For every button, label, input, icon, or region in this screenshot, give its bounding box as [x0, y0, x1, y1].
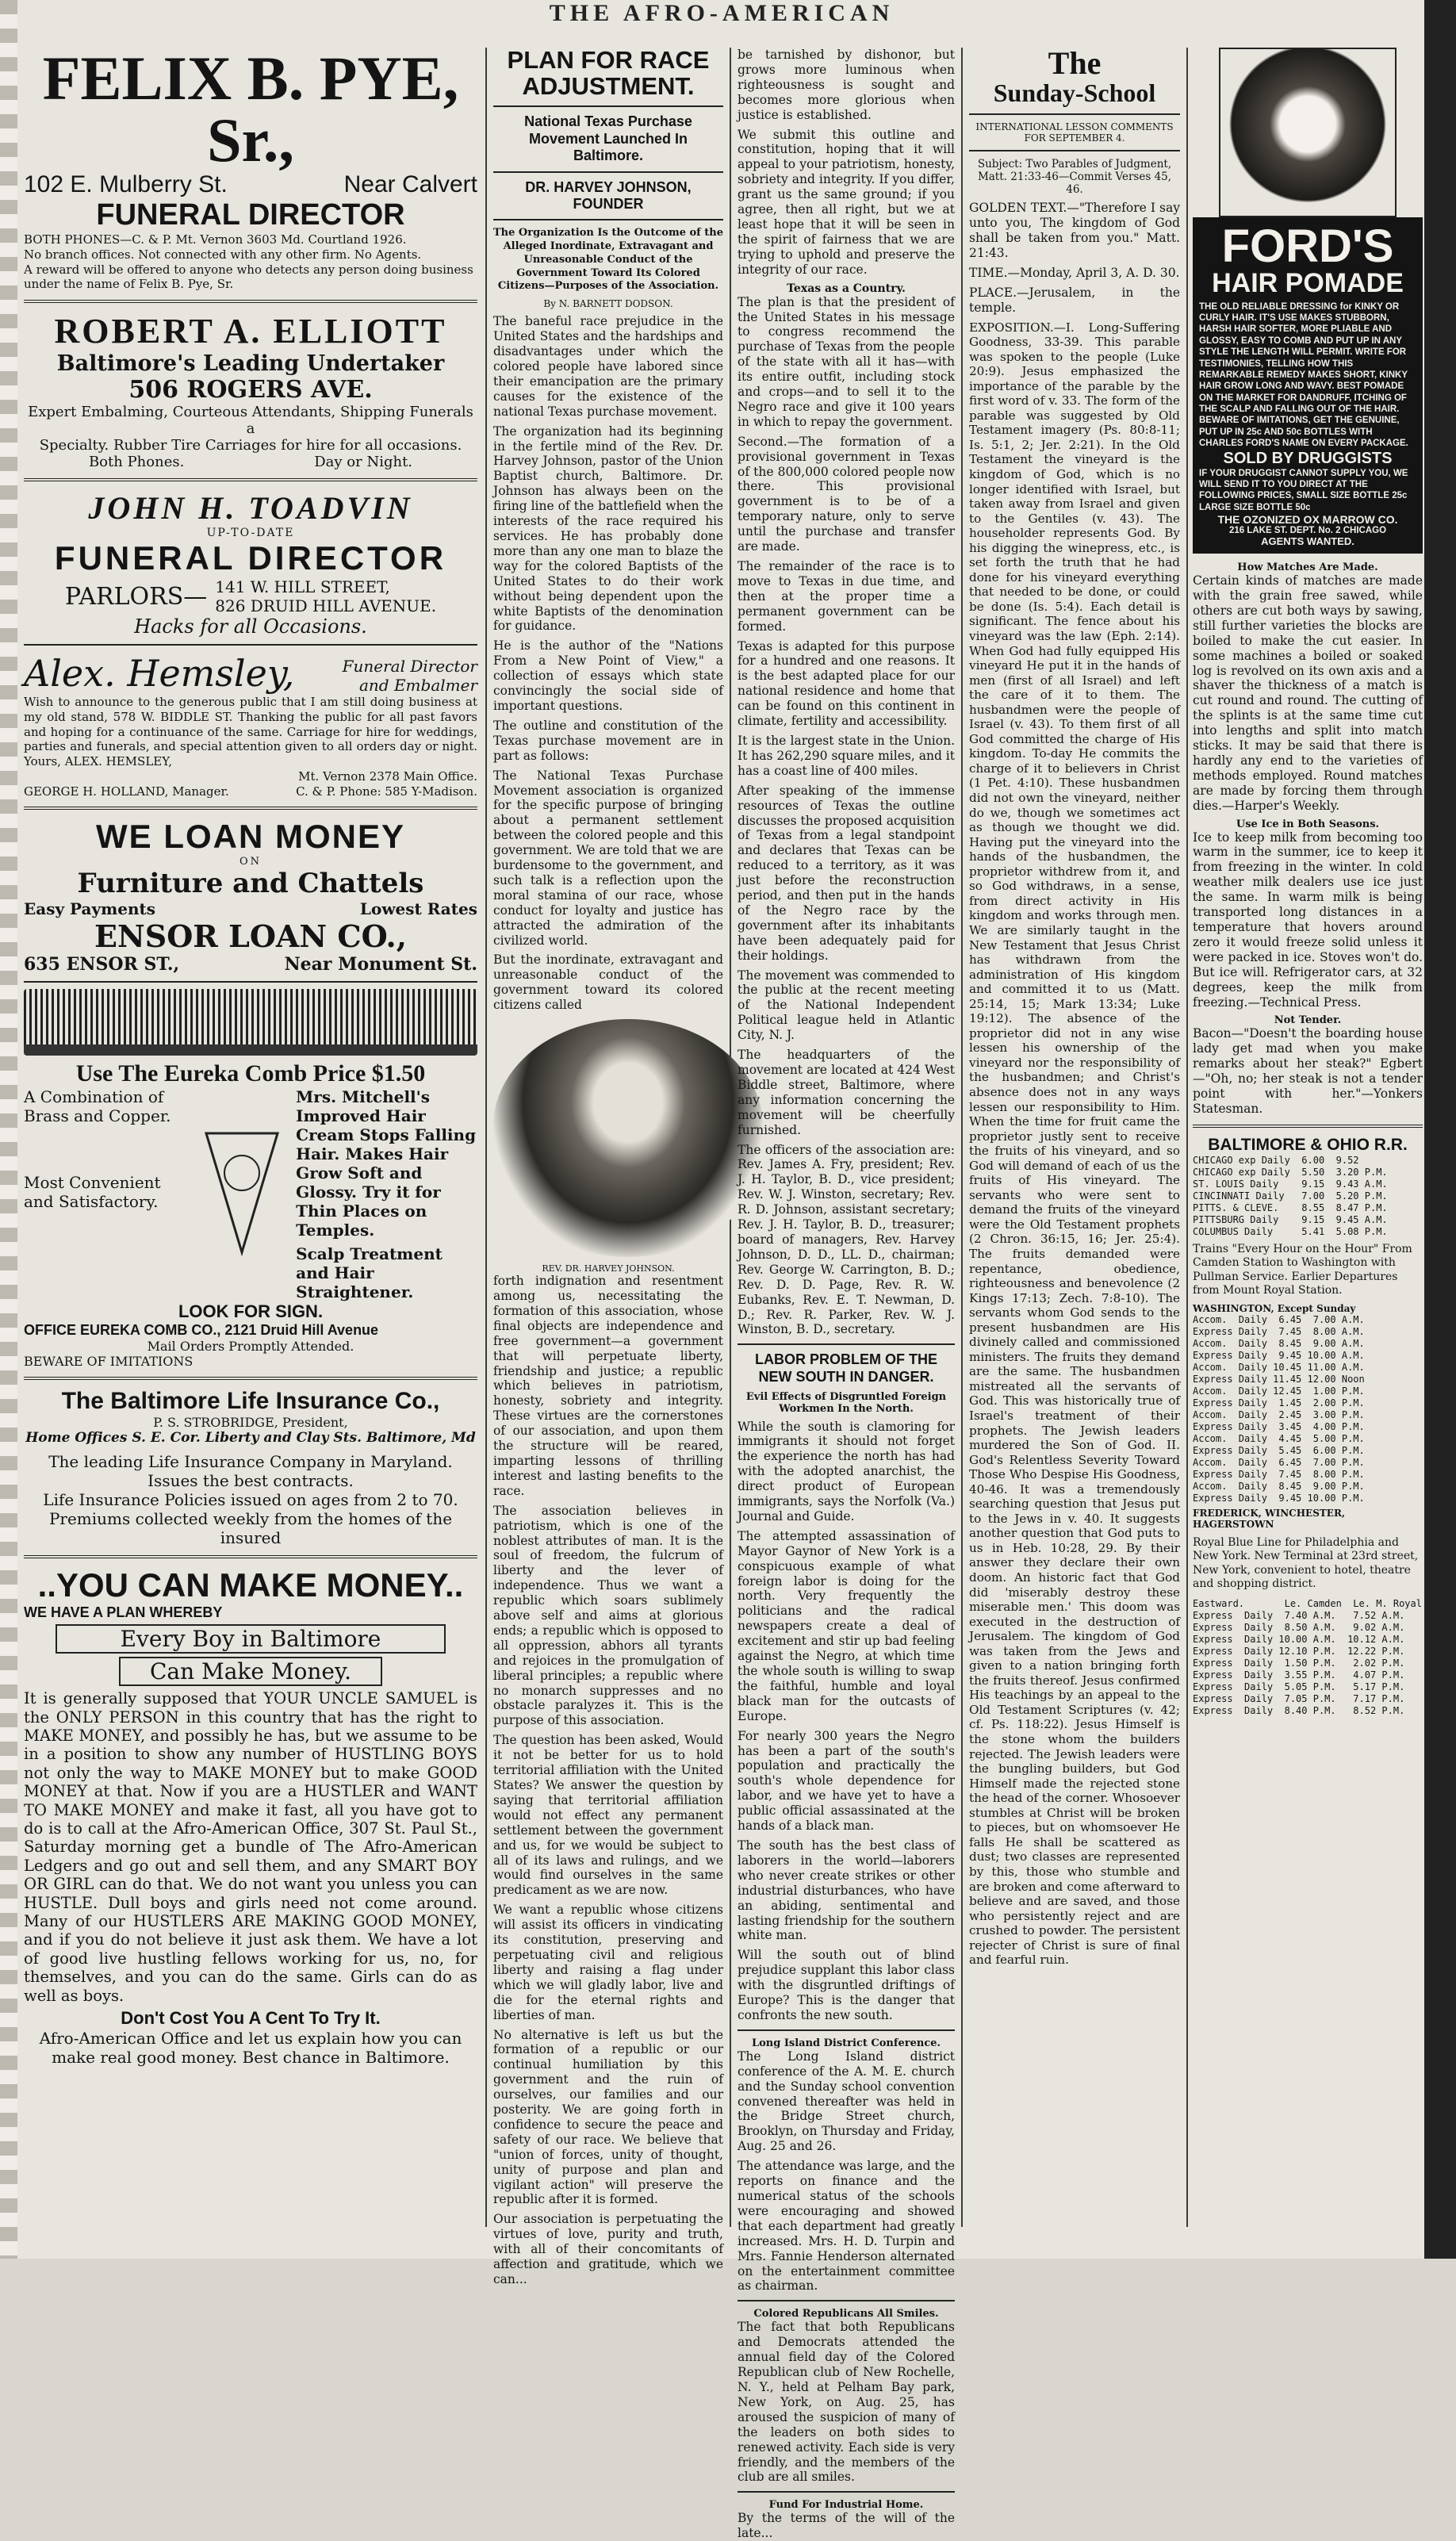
hemsley-role1: Funeral Director: [342, 657, 477, 676]
comb-sign: LOOK FOR SIGN.: [178, 1301, 324, 1322]
divider: [969, 150, 1180, 151]
comb-title: Use The Eureka Comb Price $1.50: [75, 1060, 426, 1087]
loan-easy: Easy Payments: [24, 899, 156, 919]
column-rule: [1186, 48, 1188, 2227]
life-title: The Baltimore Life Insurance Co.,: [61, 1388, 440, 1415]
divider: [493, 171, 723, 173]
matches-text: Certain kinds of matches are made with the grain free sawed, while others are cut both ways by sawing, still further varieties the blocks are boiled to make the cut easier. In some machines a boiled or soaked log is revolved on its own axis and a shaver the thickness of a match is cut round and round. The cutting of the splints is at the same time cut into lengths and split into match sticks. It may be said that there is hardly any end to the varieties of methods employed. Round matches are made by forcing them through dies.—Harper's Weekly.: [1193, 573, 1423, 813]
subhead: Fund For Industrial Home.: [768, 2499, 924, 2512]
divider: [24, 1377, 477, 1380]
life-line3: Life Insurance Policies issued on ages from 2 to 70.: [43, 1490, 458, 1510]
hemsley-manager: GEORGE H. HOLLAND, Manager.: [24, 784, 229, 799]
lesson-subject: Subject: Two Parables of Judgment, Matt. 21:33-46—Commit Verses 45, 46.: [977, 158, 1172, 197]
article-paragraph: The outline and constitution of the Texas purchase movement are in part as follows:: [493, 718, 723, 763]
hemsley-ad: [24, 652, 477, 799]
divider: [24, 1555, 477, 1558]
toadvin-addr2: 826 DRUID HILL AVENUE.: [215, 596, 437, 615]
article-paragraph: The headquarters of the movement are located at 424 West Biddle street, Baltimore, where any information concerning the movement will be cheerfully furnished.: [738, 1048, 955, 1137]
divider: [24, 981, 477, 983]
article-paragraph: It is the largest state in the Union. It has 262,290 square miles, and it has a coast line of 400 miles.: [738, 733, 955, 778]
ford-maker: THE OZONIZED OX MARROW CO.: [1217, 513, 1398, 527]
ford-title2: HAIR POMADE: [1212, 268, 1404, 298]
tender-head: Not Tender.: [1274, 1014, 1342, 1027]
life-president: P. S. STROBRIDGE, President,: [153, 1415, 348, 1431]
pye-reward: A reward will be offered to anyone who detects any person doing business under the name of Felix B. Pye, Sr.: [24, 262, 473, 292]
loan-title: WE LOAN MONEY: [96, 818, 405, 856]
pye-title: FUNERAL DIRECTOR: [96, 198, 405, 232]
lesson-time: TIME.—Monday, April 3, A. D. 30.: [969, 265, 1180, 280]
column-ads: [24, 44, 477, 2229]
comb-right2: Scalp Treatment and Hair Straightener.: [296, 1244, 443, 1302]
elliott-address: 506 ROGERS AVE.: [128, 376, 373, 404]
divider: [493, 219, 723, 220]
matches-head: How Matches Are Made.: [1237, 561, 1378, 574]
article-paragraph: Our association is perpetuating the virtues of love, purity and truth, with all of their concomitants of affection and gratitude, which we can...: [493, 2212, 723, 2287]
toadvin-hacks: Hacks for all Occasions.: [134, 615, 367, 638]
loan-rates: Lowest Rates: [359, 899, 477, 919]
deck: The Organization Is the Outcome of the Alleged Inordinate, Extravagant and Unreasonable Conduct of the Government Toward Its Colored Citizens—Purposes of the Association.: [493, 226, 724, 293]
ford-address: 216 LAKE ST. DEPT. No. 2 CHICAGO: [1228, 526, 1387, 536]
bo-royal-blue: Royal Blue Line for Philadelphia and New York. New Terminal at 23rd street, New York, convenient to hotel, theatre and shopping district.: [1193, 1535, 1419, 1591]
article-paragraph: The remainder of the race is to move to Texas in due time, and then at the proper time a permanent government can be formed.: [738, 559, 955, 634]
pye-ad: [24, 44, 477, 292]
divider: [24, 478, 477, 481]
pye-near: Near Calvert: [343, 171, 477, 197]
life-line4: Premiums collected weekly from the homes of the insured: [48, 1509, 453, 1548]
money-title: ..YOU CAN MAKE MONEY..: [37, 1566, 464, 1604]
elliott-ad: [24, 311, 477, 470]
article-paragraph: Texas is adapted for this purpose for a hundred and one reasons. It is the best adapted place for our national residence and home that can be found on this continent in climate, fertility and accessibility.: [738, 638, 955, 729]
article-paragraph: By the terms of the will of the late...: [738, 2511, 955, 2541]
toadvin-addr1: 141 W. HILL STREET,: [215, 577, 390, 596]
divider: [738, 2300, 955, 2301]
divider: [738, 1343, 955, 1345]
article-paragraph: be tarnished by dishonor, but grows more luminous when righteousness is sought and becomes more glorious when justice is established.: [738, 48, 955, 122]
article-paragraph: The Long Island district conference of the A. M. E. church and the Sunday school convention convened thereafter was held in the Bridge Street church, Brooklyn, on Thursday and Friday, Aug. 25 and 26.: [738, 2049, 955, 2154]
pye-address: 102 E. Mulberry St.: [24, 171, 228, 197]
ice-head: Use Ice in Both Seasons.: [1236, 818, 1380, 830]
comb-beware: BEWARE OF IMITATIONS: [24, 1354, 193, 1370]
elliott-title: Baltimore's Leading Undertaker: [56, 351, 445, 376]
bo-schedule-west: CHICAGO exp Daily 6.00 9.52 CHICAGO exp Daily 5.50 3.20 P.M. ST. LOUIS Daily 9.15 9.43 A.M. CINCINNATI Daily 7.00 5.20 P.M. PITTS. & CLEVE. 8.55 8.47 P.M. PITTSBURG Daily 9.15 9.45 A.M. COLUMBUS Daily 5.41 5.08 P.M.: [1193, 1154, 1388, 1237]
loan-ad: [24, 818, 477, 975]
article-paragraph: The organization had its beginning in the fertile mind of the Rev. Dr. Harvey Johnson, pastor of the Union Baptist church, Baltimore. Dr. Johnson has always been on the firing line of the battlefield when the interests of the race required his services. He has probably done more than any one man to blaze the way for the colored Baptists of the United States to do their work without being dependent upon the white Baptists of the denomination for guidance.: [493, 424, 723, 634]
comb-left1: A Combination of Brass and Copper.: [24, 1087, 171, 1126]
toadvin-tag: UP-TO-DATE: [206, 527, 295, 539]
article-paragraph: The plan is that the president of the United States in his message to congress recommend the purchase of Texas from the people of the state with all it has—with its entire outfit, including stock and crops—and to sell it to the Negro race and give it 100 years in which to repay the government.: [738, 294, 955, 429]
money-plan: WE HAVE A PLAN WHEREBY: [24, 1604, 223, 1621]
hemsley-text: Wish to announce to the generous public that I am still doing business at my old stand, 578 W. BIDDLE ST. Thanking the public for all past favors and hoping for a continuance of the same. Carriage for hire for weddings, parties and funerals, and special attention given to all orders day or night. Yours, ALEX. HEMSLEY,: [24, 695, 477, 768]
loan-on: ON: [239, 856, 262, 868]
hemsley-office: Mt. Vernon 2378 Main Office.: [298, 768, 477, 784]
loan-company: ENSOR LOAN CO.,: [94, 918, 407, 955]
ford-supply: IF YOUR DRUGGIST CANNOT SUPPLY YOU, WE WILL SEND IT TO YOU DIRECT AT THE FOLLOWING PRICES, SMALL SIZE BOTTLE 25c LARGE SIZE BOTTLE 50c: [1199, 468, 1408, 512]
article-paragraph: For nearly 300 years the Negro has been a part of the south's population and practically the south's whole dependence for labor, and we have yet to have a public official assassinated at the hands of a black man.: [738, 1728, 955, 1834]
loan-address: 635 ENSOR ST.,: [24, 954, 180, 975]
article-paragraph: The baneful race prejudice in the United States and the hardships and disadvantages under which the colored people have labored since their emancipation are the primary causes for the existence of the national Texas purchase movement.: [493, 314, 723, 419]
elliott-name: ROBERT A. ELLIOTT: [54, 312, 447, 351]
headline-race-adjustment: PLAN FOR RACE ADJUSTMENT.: [507, 46, 710, 100]
article-paragraph: We want a republic whose citizens will assist its officers in vindicating its constitution, preserving and perpetuating civil and religious liberty and raising a flag under which we will gladly labor, live and die for the eternal rights and liberties of man.: [493, 1903, 723, 2022]
article-paragraph: Will the south out of blind prejudice supplant this labor class with the disgruntled driftings of Europe? This is the danger that confronts the new south.: [738, 1948, 955, 2022]
life-offices: Home Offices S. E. Cor. Liberty and Clay Sts. Baltimore, Md: [25, 1430, 476, 1447]
hemsley-name: Alex. Hemsley,: [24, 652, 295, 695]
money-box2: Can Make Money.: [119, 1657, 382, 1686]
comb-right1: Mrs. Mitchell's Improved Hair Cream Stops Falling Hair. Makes Hair Grow Soft and Glossy. Try it for Thin Places on Temples.: [296, 1087, 477, 1240]
deck-labor: Evil Effects of Disgruntled Foreign Workmen In the North.: [745, 1390, 947, 1415]
pye-phones: BOTH PHONES—C. & P. Mt. Vernon 3603 Md. Courtland 1926.: [24, 232, 407, 247]
toadvin-name: JOHN H. TOADVIN: [88, 490, 413, 526]
byline: By N. BARNETT DODSON.: [543, 298, 673, 310]
ford-pomade-ad: [1193, 217, 1423, 554]
sunday-school-title: Sunday-School: [993, 79, 1156, 107]
divider: [969, 113, 1180, 115]
subhead: Texas as a Country.: [787, 282, 906, 295]
divider: [493, 105, 723, 107]
divider: [738, 2029, 955, 2031]
subhead: Colored Republicans All Smiles.: [753, 2308, 939, 2321]
lesson-exposition: EXPOSITION.—I. Long-Suffering Goodness, 33-39. This parable was spoken to the people (Luke 20:9). Jesus emphasized the importance of the parable by the first word of v. 33. The form of the parable was suggested by Old Testament imagery (Ps. 80:8-11; Is. 5:1, 2; Jer. 2:21). In the Old Testament the vineyard is the kingdom of God, which is no longer identified with Israel, but taken away from Israel and given to the Gentiles (v. 43). The householder represents God. By his digging the winepress, etc., is set forth the truth that he had done for his vineyard everything that needed to be done, or could be done (Is. 5:4). Each detail is significant. The fence about his vineyard was the law (Eph. 2:14). When God had fully equipped His vineyard He put it in the hands of men (first of all Israel) and left the care of it to them. The husbandmen were the people of Israel (v. 43). To them first of all God committed the charge of His kingdom. To-day He commits the charge of it to believers in Christ (1 Pet. 4:10). These husbandmen did not own the vineyard, neither do we, though we sometimes act as though we thought we did. Having put the vineyard into the hands of the husbandmen, the proprietor withdrew from it, and so God withdraws, in a sense, from direct activity in His kingdom and works through men. We are similarly taught in the New Testament that Jesus Christ has withdrawn from the administration of His kingdom and committed it to us (Matt. 25:14, 15; Mark 13:34; Luke 19:12). The absence of the proprietor did not in any wise lessen his ownership of the vineyard nor the responsibility of the husbandmen; and Christ's absence does not in any ways lessen our responsibility to Him. When the time for fruit came the proprietor justly sent to receive the fruits of his vineyard, and so God will demand of each of us the fruits of His vineyard. The servants who were sent to demand the fruits of the vineyard were the Old Testament prophets (2 Chron. 36:15, 16; Jer. 25:4). The fruits demanded were repentance, obedience, righteousness and benevolence (2 Kings 17:13; Zech. 7:8-10). The servants whom God sends to the present husbandmen are His divinely called and commissioned ministers. The fruits they demand are the same. The husbandmen mistreated all the servants of God. This was historically true of Israel's treatment of their prophets. The Jewish leaders murdered the Son of God. II. God's Relentless Severity Toward Those Who Despise His Goodness, 40-46. It was a tremendously searching question that Jesus put to the Jews in v. 40. It suggests another question that God puts to us in Heb. 10:28, 29. By their answer they declare their own doom. An historic fact that God did 'miserably destroy these miserable men.' This doom was executed in the destruction of Jerusalem. The kingdom of God was taken from the Jews and given to a nation bringing forth the fruits thereof. Jesus confirmed His teachings by an appeal to the Old Testament Scriptures (v. 42; cf. Ps. 118:22). Jesus Himself is the stone whom the builders rejected. The Jewish leaders were the bungling builders, but God Himself made the rejected stone the head of the corner. Whosoever stumbles at Christ will be broken to pieces, but on whomsoever He falls He shall be scattered as dust; two classes are represented by this, those who stumble and are broken and come afterward to believe and are saved, and those who persistently reject and are crushed to powder. The persistent rejecter of Christ is sure of final and fearful ruin.: [969, 320, 1180, 1968]
divider: [24, 644, 477, 646]
tender-text: Bacon—"Doesn't the boarding house lady get mad when you make remarks about her steak?" Egbert—"Oh, no; her steak is not a tender point with her."—Yonkers Statesman.: [1193, 1026, 1423, 1116]
money-text: It is generally supposed that YOUR UNCLE SAMUEL is the ONLY PERSON in this country that has the right to MAKE MONEY, and possibly he has, but we assume to be in a position to show any number of HUSTLING BOYS not only the way to MAKE MONEY but to make GOOD MONEY at that. Now if you are a HUSTLER and WANT TO MAKE MONEY and make it fast, all you have got to do is to call at the Afro-American Office, 307 St. Paul St., Saturday morning get a bundle of The Afro-American Ledgers and go out and sell them, and any SMART BOY OR GIRL can do that. We do not want you unless you can HUSTLE. Dull boys and girls need not come around. Many of our HUSTLERS ARE MAKING GOOD MONEY, and if you do not believe it just ask them. We have a lot of good live hustling fellows working for us, no, for themselves, and you can do the same. Girls can do as well as boys.: [24, 1689, 477, 2005]
loan-items: Furniture and Chattels: [77, 868, 424, 900]
ford-title1: FORD'S: [1221, 220, 1394, 272]
divider: [1193, 1125, 1423, 1128]
pye-name: FELIX B. PYE, Sr.,: [42, 44, 459, 174]
comb-office: OFFICE EUREKA COMB CO., 2121 Druid Hill Avenue: [24, 1322, 379, 1339]
divider: [738, 2491, 955, 2493]
headline-labor-problem: LABOR PROBLEM OF THE NEW SOUTH IN DANGER.: [755, 1351, 937, 1385]
torn-left-edge: [0, 0, 17, 2259]
column-race-adjustment: [493, 46, 724, 2287]
life-line2: Issues the best contracts.: [148, 1471, 354, 1491]
column-rule: [485, 48, 487, 2227]
divider: [24, 807, 477, 810]
divider: [24, 300, 477, 303]
article-paragraph: While the south is clamoring for immigrants it should not forget the experience the north has had with the adopted anarchist, the direct product of European immigrants, says the Norfolk (Va.) Journal and Guide.: [738, 1419, 955, 1523]
toadvin-parlors: PARLORS—: [64, 582, 208, 611]
woman-portrait: [1219, 48, 1397, 217]
article-paragraph: Second.—The formation of a provisional government in Texas of the 800,000 colored people now there. This provisional government is to be of a temporary nature, only to serve until the purchase and transfer are made.: [738, 434, 955, 554]
ford-druggists: SOLD BY DRUGGISTS: [1223, 449, 1393, 467]
article-paragraph: The fact that both Republicans and Democrats attended the annual field day of the Colored Republican club of New Rochelle, N. Y., held at Pelham Bay park, New York, on Aug. 25, has aroused the suspicion of many of the leaders on both sides to renewed activity. Each side is very friendly, and the members of the club are all smiles.: [738, 2320, 955, 2485]
column-rule: [961, 48, 963, 2227]
ice-text: Ice to keep milk from becoming too warm in the summer, ice to keep it from freezing in the winter. In cold weather milk dealers use ice just the same. In warm milk is being transported long distances in a temperature that hovers around zero it would freeze solid unless it were packed in ice. Stoves won't do. But ice will. Refrigerator cars, at 32 degrees, keep the milk from freezing.—Technical Press.: [1193, 830, 1423, 1010]
hemsley-role2: and Embalmer: [358, 676, 477, 695]
subhead-texas-purchase: National Texas Purchase Movement Launched In Baltimore.: [524, 113, 692, 164]
bo-head: BALTIMORE & OHIO R.R.: [1208, 1135, 1408, 1154]
portrait-photo: [493, 1019, 763, 1257]
life-insurance-ad: [24, 1388, 477, 1547]
lesson-heading: INTERNATIONAL LESSON COMMENTS FOR SEPTEMBER 4.: [975, 121, 1174, 144]
article-paragraph: The association believes in patriotism, which is one of the noblest attributes of man. It is the soul of freedom, the fulcrum of liberty and the lever of independence. Thus we want a republic which soars sublimely above self and aims at glorious ends; a republic which is opposed to all oppression, abhors all tyrants and rejoices in the promulgation of liberal principles; a republic where no monarch suppresses and no obstacle paralyzes it. This is the purpose of this association.: [493, 1503, 723, 1728]
hemsley-phone: C. & P. Phone: 585 Y-Madison.: [296, 784, 477, 799]
sunday-school-the: The: [1048, 45, 1102, 81]
article-paragraph: forth indignation and resentment among us, necessitating the formation of this association, whose final objects are independence and free government—a government that will perpetuate liberty, friendship and justice; a republic which believes in patriotism, honesty, sobriety and integrity. These virtues are the cornerstones of our association, and upon them the structure will be reared, imparting lessons of thrilling interest and lasting benefits to the race.: [493, 1274, 723, 1498]
golden-text: GOLDEN TEXT.—"Therefore I say unto you, The kingdom of God shall be taken from you." Matt. 21:43.: [969, 201, 1180, 260]
article-paragraph: He is the author of the "Nations From a New Point of View," a collection of essays which state convincingly the social side of important questions.: [493, 638, 723, 713]
article-paragraph: The south has the best class of laborers in the world—laborers who never create strikes or other industrial disturbances, who have an abiding, sentimental and lasting friendship for the southern white man.: [738, 1838, 955, 1943]
masthead: THE AFRO-AMERICAN: [549, 0, 895, 26]
subhead-founder: DR. HARVEY JOHNSON, FOUNDER: [525, 178, 692, 212]
comb-left2: Most Convenient and Satisfactory.: [24, 1173, 161, 1212]
bo-schedule-east: Eastward. Le. Camden Le. M. Royal Express Daily 7.40 A.M. 7.52 A.M. Express Daily 8.50 A.M. 9.02 A.M. Express Daily 10.00 A.M. 10.12 A.M. Express Daily 12.10 P.M. 12.22 P.M. Express Daily 1.50 P.M. 2.02 P.M. Express Daily 3.55 P.M. 4.07 P.M. Express Daily 5.05 P.M. 5.17 P.M. Express Daily 7.05 P.M. 7.17 P.M. Express Daily 8.40 P.M. 8.52 P.M.: [1193, 1597, 1422, 1716]
article-paragraph: But the inordinate, extravagant and unreasonable conduct of the government toward its colored citizens called: [493, 952, 723, 1013]
ford-text: THE OLD RELIABLE DRESSING for KINKY OR CURLY HAIR. IT'S USE MAKES STUBBORN, HARSH HAIR SOFTER, MORE PLIABLE AND GLOSSY, EASY TO COMB AND PUT UP IN ANY STYLE THE LENGTH WILL PERMIT. WRITE FOR TESTIMONIES, TELLING HOW THIS REMARKABLE REMEDY MAKES SHORT, KINKY HAIR GROW LONG AND WAVY. BEST POMADE ON THE MARKET FOR DANDRUFF, ITCHING OF THE SCALP AND FALLING OUT OF THE HAIR. BEWARE OF IMITATIONS, GET THE GENUINE, PUT UP IN 25c AND 50c BOTTLES WITH CHARLES FORD'S NAME ON EVERY PACKAGE.: [1199, 301, 1408, 449]
bo-schedule-washington: Accom. Daily 6.45 7.00 A.M. Express Daily 7.45 8.00 A.M. Accom. Daily 8.45 9.00 A.M. Express Daily 9.45 10.00 A.M. Accom. Daily 10.45 11.00 A.M. Express Daily 11.45 12.00 Noon Accom. Daily 12.45 1.00 P.M. Express Daily 1.45 2.00 P.M. Accom. Daily 2.45 3.00 P.M. Express Daily 3.45 4.00 P.M. Accom. Daily 4.45 5.00 P.M. Express Daily 5.45 6.00 P.M. Accom. Daily 6.45 7.00 P.M. Express Daily 7.45 8.00 P.M. Accom. Daily 8.45 9.00 P.M. Express Daily 9.45 10.00 P.M.: [1193, 1313, 1365, 1504]
lesson-place: PLACE.—Jerusalem, in the temple.: [969, 285, 1180, 315]
elliott-line1: Expert Embalming, Courteous Attendants, Shipping Funerals a: [28, 404, 473, 437]
article-paragraph: The movement was commended to the public at the recent meeting of the National Independent Political league held in Atlantic City, N. J.: [738, 968, 955, 1043]
loan-near: Near Monument St.: [284, 954, 477, 975]
column-ford-and-railroad: [1193, 48, 1423, 2229]
pye-branch: No branch offices. Not connected with any other firm. No Agents.: [24, 247, 422, 262]
toadvin-title: FUNERAL DIRECTOR: [54, 539, 447, 577]
article-paragraph: No alternative is left us but the formation of a republic or our continual humiliation by this government and the ruin of ourselves, our families and our posterity. We are going forth in confidence to secure the peace and safety of our race. We believe that "union of forces, unity of thought, unity of purpose and plan and vigilant action" will preserve the republic after it is formed.: [493, 2027, 723, 2207]
lamp-emblem-icon: [198, 1125, 285, 1260]
article-paragraph: After speaking of the immense resources of Texas the outline discusses the proposed acquisition of Texas from a legal standpoint and declares that Texas can be reduced to a territory, as it was just before the reconstruction period, and then put in the hands of the Negro race by the government after its inhabitants have been adequately paid for their holdings.: [738, 783, 955, 963]
article-paragraph: The National Texas Purchase Movement association is organized for the specific purpose of bringing about a permanent settlement between the colored people and this government. We are told that we are burdensome to the government, and such talk is a reflection upon the moral stamina of our race, whose conduct for loyalty and justice has attracted the admiration of the civilized world.: [493, 768, 723, 948]
column-sunday-school: [969, 45, 1180, 2229]
comb-orders: Mail Orders Promptly Attended.: [147, 1339, 354, 1355]
bo-trains: Trains "Every Hour on the Hour" From Camden Station to Washington with Pullman Service. Earlier Departures from Mount Royal Station.: [1193, 1242, 1412, 1297]
life-line1: The leading Life Insurance Company in Maryland.: [48, 1452, 453, 1472]
article-paragraph: The officers of the association are: Rev. James A. Fry, president; Rev. J. H. Taylor, B. D., vice president; Rev. W. J. Winston, secretary; Rev. R. D. Johnson, assistant secretary; Rev. J. H. Taylor, B. D., treasurer; board of managers, Rev. Harvey Johnson, D. D., LL. D., chairman; Rev. George W. Carrington, B. D.; Rev. D. D. Page, Rev. R. W. Eubanks, Rev. E. T. Newman, D. D.; Rev. R. Parker, Rev. W. J. Winston, B. D., secretary.: [738, 1142, 955, 1337]
article-paragraph: The attempted assassination of Mayor Gaynor of New York is a conspicuous example of what foreign labor is doing for the north. Very frequently the politicians and the radical newspapers create a deal of excitement and stir up bad feeling against the Negro, at which time the whole south is willing to swap the faithful, humble and loyal black man for the outcasts of Europe.: [738, 1528, 955, 1723]
elliott-phones: Both Phones.: [88, 454, 185, 470]
bo-local: FREDERICK, WINCHESTER, HAGERSTOWN: [1193, 1507, 1346, 1530]
money-cost: Don't Cost You A Cent To Try It.: [121, 2007, 381, 2028]
column-labor-problem: [738, 48, 955, 2541]
money-box1: Every Boy in Baltimore: [56, 1624, 446, 1654]
photo-caption: REV. DR. HARVEY JOHNSON.: [542, 1263, 675, 1274]
ford-agents: AGENTS WANTED.: [1261, 535, 1354, 548]
bo-washington: WASHINGTON, Except Sunday: [1193, 1302, 1356, 1314]
comb-ad: [24, 989, 477, 1369]
comb-illustration: [24, 989, 477, 1056]
article-paragraph: The attendance was large, and the reports on finance and the numerical status of the schools were encouraging and showed that each department had greatly increased. Mrs. H. D. Turpin and Mrs. Fannie Henderson alternated on the entertainment committee as chairman.: [738, 2159, 955, 2294]
torn-right-edge: [1424, 0, 1456, 2259]
subhead: Long Island District Conference.: [751, 2037, 941, 2049]
money-ad: [24, 1566, 477, 2067]
article-paragraph: We submit this outline and constitution, hoping that it will appeal to your patriotism, honesty, sobriety and integrity. If you differ, grant us the same ground; if you agree, then all right, but we at least hope that it will be seen in the spirit of fairness that we are trying to uphold and preserve the integrity of our race.: [738, 127, 955, 277]
elliott-hours: Day or Night.: [314, 454, 413, 470]
article-paragraph: The question has been asked, Would it not be better for us to hold territorial affiliation with the United States? We answer the question by saying that territorial affiliation would not effect any permanent settlement between the government and us, for we would be subject to all of its laws and rulings, and we would find ourselves in the same predicament as we are now.: [493, 1733, 723, 1898]
toadvin-ad: [24, 489, 477, 638]
money-footer: Afro-American Office and let us explain how you can make real good money. Best chance in Baltimore.: [39, 2028, 462, 2067]
elliott-line2: Specialty. Rubber Tire Carriages for hire for all occasions.: [39, 437, 462, 454]
